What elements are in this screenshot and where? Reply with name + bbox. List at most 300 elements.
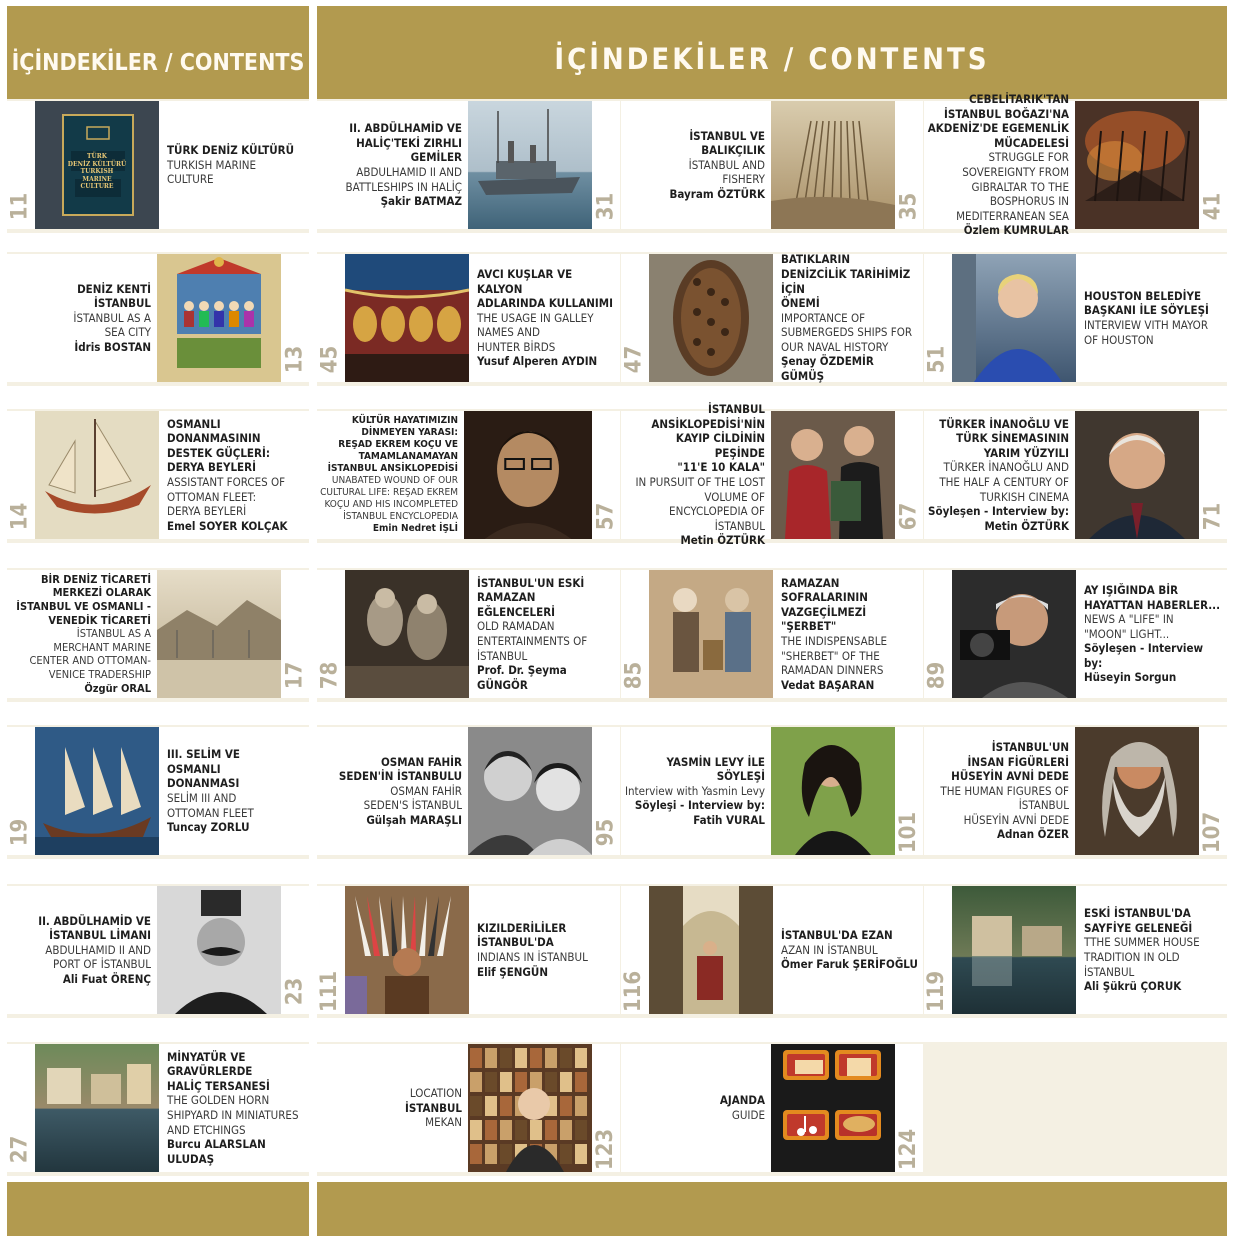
article-title-tr: BAŞKANI İLE SÖYLEŞİ [1084, 303, 1209, 318]
article-title-en: RAMADAN DINNERS [781, 663, 884, 678]
article-title-en: TTHE SUMMER HOUSE [1084, 935, 1200, 950]
article-title-tr: "ŞERBET" [781, 619, 837, 634]
page-number [319, 655, 341, 695]
article-title-en: SEA CITY [104, 325, 151, 340]
page-number-text: 27 [7, 1135, 33, 1163]
article-thumbnail-image[interactable] [952, 254, 1076, 382]
article-title-tr: GEMİLER [410, 150, 462, 165]
book-cover-line: DENİZ KÜLTÜRÜ [67, 160, 127, 168]
article-title-en: MERCHANT MARINE [53, 640, 151, 654]
contents-entry[interactable] [317, 254, 620, 382]
page-number-text: 17 [282, 661, 308, 689]
article-author: Yusuf Alperen AYDIN [477, 354, 598, 369]
article-title-tr: İSTANBUL LİMANI [49, 928, 151, 943]
article-title-en: CULTURE [167, 172, 214, 187]
contents-entry[interactable] [621, 101, 923, 229]
contents-entry[interactable] [621, 402, 923, 548]
article-thumbnail-image[interactable] [952, 886, 1076, 1014]
page-number-text: 41 [1200, 192, 1226, 220]
article-text[interactable] [781, 574, 919, 694]
page-number-text: 14 [7, 502, 33, 530]
article-title-en: CULTURAL LIFE: REŞAD EKREM [320, 487, 458, 498]
article-title-en: İSTANBUL [1018, 798, 1069, 813]
article-thumbnail-image[interactable] [345, 254, 469, 382]
article-title-tr: ADLARINDA KULLANIMI [477, 296, 613, 311]
article-title-tr: YARIM YÜZYILI [983, 445, 1069, 460]
article-title-tr: RAMAZAN [477, 590, 536, 605]
page-number [595, 186, 617, 226]
article-title-en: HÜSEYİN AVNİ DEDE [963, 812, 1069, 827]
article-title-tr: DENİZCİLİK TARİHİMİZ İÇİN [781, 266, 911, 296]
article-thumbnail-image[interactable] [771, 1044, 895, 1172]
page-number [595, 496, 617, 536]
article-title-en: KOÇU AND HIS INCOMPLETED [324, 499, 458, 510]
article-thumbnail-image[interactable] [35, 101, 159, 229]
article-title-tr: İSTANBUL'DA EZAN [781, 928, 893, 943]
article-title-tr: BİR DENİZ TİCARETİ [40, 572, 151, 586]
article-title-en: İSTANBUL [1084, 964, 1135, 979]
article-title-tr: İSTANBUL'UN [991, 739, 1069, 754]
page-number [898, 496, 920, 536]
page-number-text: 89 [924, 661, 950, 689]
article-title-tr: YASMİN LEVY İLE [666, 754, 765, 769]
page-number [1202, 812, 1224, 852]
article-title-tr: İSTANBUL [93, 296, 151, 311]
article-title-tr: MERKEZİ OLARAK [52, 586, 151, 600]
article-author: Emel SOYER KOLÇAK [167, 518, 288, 533]
article-thumbnail-image[interactable] [157, 570, 281, 698]
article-thumbnail-image[interactable] [649, 886, 773, 1014]
article-text[interactable] [477, 258, 616, 378]
article-title-tr: II. ABDÜLHAMİD VE [349, 121, 462, 136]
page-number-text: 51 [924, 345, 950, 373]
page-number-text: 85 [621, 661, 647, 689]
article-author: Gülşah MARAŞLI [366, 812, 462, 827]
article-title-tr: SOFRALARININ [781, 590, 868, 605]
article-title-en: THE HUMAN FIGURES OF [940, 783, 1069, 798]
page-number [284, 655, 306, 695]
article-title-tr: HALİÇ'TEKİ ZIRHLI [356, 135, 462, 150]
article-text[interactable] [477, 890, 616, 1010]
article-title-en: PORT OF İSTANBUL [52, 957, 151, 972]
contents-entry[interactable] [924, 254, 1227, 382]
article-title-tr: "11'E 10 KALA" [677, 460, 765, 475]
article-title-en: OUR NAVAL HISTORY [781, 339, 889, 354]
page-number-text: 95 [593, 818, 619, 846]
page-number-text: 13 [282, 345, 308, 373]
contents-entry[interactable] [621, 727, 923, 855]
article-title-tr: KÜLTÜR HAYATIMIZIN [351, 415, 458, 426]
article-text[interactable] [319, 105, 462, 225]
article-thumbnail-image[interactable] [649, 570, 773, 698]
article-title-en: OF HOUSTON [1084, 332, 1154, 347]
article-title-tr: İNSAN FİGÜRLERİ [967, 754, 1069, 769]
page-number-text: 124 [896, 1128, 922, 1170]
article-thumbnail-image[interactable] [468, 727, 592, 855]
page-number [926, 971, 948, 1011]
article-title-en: İSTANBUL AND [688, 157, 765, 172]
article-author: Hüseyin Sorgun [1084, 670, 1177, 685]
contents-entry[interactable] [924, 411, 1227, 539]
article-title-en: İSTANBUL AS A [76, 627, 151, 641]
article-title-tr: II. ABDÜLHAMİD VE [38, 913, 151, 928]
article-title-en: İSTANBUL AS A [73, 310, 151, 325]
article-title-en: ABDULHAMID II AND [356, 165, 462, 179]
article-thumbnail-image[interactable] [1075, 101, 1199, 229]
contents-heading-left: İÇİNDEKİLER / CONTENTS [11, 50, 305, 76]
article-text[interactable] [1084, 258, 1223, 378]
article-thumbnail-image[interactable] [345, 886, 469, 1014]
article-text[interactable] [167, 415, 305, 535]
article-title-tr: İSTANBUL VE OSMANLI - [16, 600, 151, 614]
article-title-en: NAMES AND [477, 325, 540, 340]
article-text[interactable] [319, 1048, 462, 1168]
article-title-tr: VAZGEÇİLMEZİ [781, 604, 867, 619]
page-number [9, 496, 31, 536]
article-title-en: Interview with Yasmin Levy [624, 783, 765, 798]
page-number-text: 71 [1200, 502, 1226, 530]
article-title-en: THE HALF A CENTURY OF [939, 475, 1069, 489]
article-author: Metin ÖZTÜRK [680, 533, 765, 548]
article-title-en: FISHERY [722, 172, 765, 187]
contents-entry[interactable] [317, 570, 620, 698]
page-number [898, 186, 920, 226]
article-title-en: NEWS A "LIFE" IN [1084, 612, 1174, 627]
page-number [9, 1129, 31, 1169]
article-text[interactable] [623, 731, 765, 851]
article-text[interactable] [926, 415, 1069, 535]
article-title-tr: RAMAZAN [781, 575, 840, 590]
page-number-text: 101 [896, 811, 922, 853]
page-number-text: 78 [317, 661, 343, 689]
page-number [284, 339, 306, 379]
article-title-en: OTTOMAN FLEET: [167, 489, 257, 504]
article-author: İdris BOSTAN [74, 339, 151, 354]
article-title-tr: EĞLENCELERİ [477, 604, 556, 619]
article-thumbnail-image[interactable] [464, 411, 592, 539]
article-title-tr: İSTANBUL [707, 402, 765, 417]
article-title-tr: İSTANBUL ANSİKLOPEDİSİ [327, 463, 458, 474]
article-thumbnail-image[interactable] [1075, 411, 1199, 539]
article-title-tr: CEBELİTARIK'TAN [968, 92, 1069, 107]
page-number [926, 655, 948, 695]
article-text[interactable] [623, 402, 765, 548]
article-title-tr: ESKİ İSTANBUL'DA [1084, 906, 1191, 921]
article-title-tr: HOUSTON BELEDİYE [1084, 288, 1202, 303]
article-title-tr: VENEDİK TİCARETİ [48, 613, 151, 627]
article-thumbnail-image[interactable] [771, 411, 895, 539]
article-title-en: AZAN IN İSTANBUL [781, 942, 878, 957]
page-number-text: 119 [924, 970, 950, 1012]
article-thumbnail-image[interactable] [952, 570, 1076, 698]
article-title-en: INTERVIEW VITH MAYOR [1084, 318, 1209, 332]
article-title-tr: DESTEK GÜÇLERİ: [167, 445, 270, 460]
article-title-en: ENTERTAINMENTS OF [477, 634, 588, 648]
article-text[interactable] [926, 92, 1069, 238]
article-title-tr: SAYFİYE GELENEĞİ [1084, 920, 1193, 935]
article-author: Şenay ÖZDEMİR GÜMÜŞ [781, 354, 874, 384]
article-text[interactable] [623, 1048, 765, 1168]
article-author: Söyleşi - Interview by: [634, 798, 765, 813]
article-thumbnail-image[interactable] [35, 727, 159, 855]
article-author: Bayram ÖZTÜRK [669, 186, 765, 201]
page-number-text: 67 [896, 502, 922, 530]
contents-entry[interactable] [7, 1044, 309, 1172]
article-title-tr: OSMAN FAHİR [380, 754, 462, 769]
article-title-tr: ANSİKLOPEDİSİ'NİN [651, 416, 765, 431]
article-text[interactable] [477, 574, 616, 694]
page-number [623, 655, 645, 695]
article-title-tr: KAYIP CİLDİNİN PEŞİNDE [675, 431, 765, 460]
article-author: Özlem KUMRULAR [963, 223, 1069, 238]
article-title-tr: SÖYLEŞİ [716, 769, 765, 784]
contents-entry[interactable] [317, 1044, 620, 1172]
article-thumbnail-image[interactable] [345, 570, 469, 698]
page-number [9, 812, 31, 852]
article-author: Ömer Faruk ŞERİFOĞLU [781, 957, 918, 972]
article-title-en: TRADITION IN OLD [1084, 950, 1180, 964]
article-title-tr: REŞAD EKREM KOÇU VE [338, 439, 458, 450]
article-title-en: İSTANBUL [477, 648, 528, 663]
article-thumbnail-image[interactable] [1075, 727, 1199, 855]
article-title-en: BOSPHORUS IN [989, 194, 1069, 209]
contents-entry[interactable] [924, 727, 1227, 855]
page-number [1202, 496, 1224, 536]
article-title-en: VOLUME OF [704, 489, 765, 504]
page-number [926, 339, 948, 379]
article-thumbnail-image[interactable] [468, 101, 592, 229]
page-number-text: 31 [593, 192, 619, 220]
article-title-en: CENTER AND OTTOMAN- [29, 654, 151, 668]
contents-entry[interactable] [7, 254, 309, 382]
article-title-tr: DONANMASI [167, 776, 240, 791]
article-title-tr: İSTANBUL BOĞAZI'NA [944, 106, 1069, 121]
article-title-en: TURKISH CINEMA [979, 489, 1069, 504]
article-thumbnail-image[interactable] [649, 254, 773, 382]
article-title-en: SUBMERGEDS SHIPS FOR [781, 325, 913, 340]
page-number [9, 186, 31, 226]
article-title-en: GUIDE [731, 1108, 765, 1122]
article-title-tr: İSTANBUL VE [689, 128, 765, 143]
article-title-en: ASSISTANT FORCES OF [167, 475, 286, 489]
article-title-tr: AVCI KUŞLAR VE KALYON [477, 266, 573, 296]
article-title-tr: HAYATTAN HABERLER... [1084, 597, 1221, 612]
article-text[interactable] [319, 415, 458, 535]
article-title-en: INDIANS IN İSTANBUL [477, 950, 588, 964]
article-thumbnail-image[interactable] [35, 1044, 159, 1172]
article-title-en: DERYA BEYLERİ [167, 504, 247, 519]
book-cover-line: TURKISH [80, 168, 114, 175]
article-title-en: İSTANBUL ENCYCLOPEDIA [343, 511, 458, 522]
article-title-tr: BATIKLARIN [781, 252, 850, 267]
article-title-en: SOVEREIGNTY FROM [962, 165, 1069, 179]
article-title-en: UNABATED WOUND OF OUR [331, 475, 458, 486]
contents-entry[interactable] [621, 254, 923, 382]
contents-entry[interactable] [924, 570, 1227, 698]
article-title-tr: OSMANLI [167, 416, 221, 431]
article-title-en: BATTLESHIPS IN HALİÇ [345, 179, 462, 194]
page-number [898, 812, 920, 852]
article-title-tr: SEDEN'İN İSTANBULU [338, 769, 462, 784]
page-number [284, 971, 306, 1011]
article-title-tr: İSTANBUL'DA [477, 935, 554, 950]
article-title-en: TURKISH MARINE [167, 157, 257, 172]
article-title-en: ABDULHAMID II AND [45, 942, 151, 957]
contents-entry[interactable] [621, 570, 923, 698]
article-text[interactable] [9, 574, 151, 694]
article-title-tr: AY IŞIĞINDA BİR [1084, 582, 1179, 597]
article-author: Söyleşen - Interview by: [928, 504, 1069, 519]
article-title-tr: TAMAMLANAMAYAN [358, 451, 458, 462]
article-text[interactable] [1084, 890, 1223, 1010]
article-title-tr: TÜRK SİNEMASININ [956, 431, 1069, 446]
article-title-en: SHIPYARD IN MINIATURES [167, 1108, 299, 1122]
page-number-text: 11 [7, 192, 33, 220]
article-thumbnail-image[interactable] [157, 886, 281, 1014]
article-title-tr: KIZILDERİLİLER [477, 920, 567, 935]
page-number-text: 107 [1200, 811, 1226, 853]
article-text[interactable] [926, 731, 1069, 851]
article-thumbnail-image[interactable] [35, 411, 159, 539]
article-title-tr: OSMANLI [167, 761, 221, 776]
page-number-text: 111 [317, 970, 343, 1012]
book-cover-line: MARINE CULTURE [80, 175, 114, 190]
article-text[interactable] [9, 890, 151, 1010]
article-author: Fatih VURAL [693, 812, 765, 827]
article-title-en: OLD RAMADAN [477, 619, 555, 634]
article-title-tr: ÖNEMİ [781, 296, 820, 311]
article-thumbnail-image[interactable] [157, 254, 281, 382]
article-author: Ali Şükrü ÇORUK [1084, 979, 1182, 994]
article-thumbnail-image[interactable] [468, 1044, 592, 1172]
page-number [623, 971, 645, 1011]
contents-entry[interactable] [7, 101, 309, 229]
article-title-tr: HALİÇ TERSANESİ [167, 1078, 270, 1093]
article-title-en: "MOON" LIGHT... [1084, 626, 1170, 641]
contents-entry[interactable] [317, 101, 620, 229]
article-thumbnail-image[interactable] [771, 727, 895, 855]
contents-entry[interactable] [7, 727, 309, 855]
contents-entry[interactable] [7, 886, 309, 1014]
article-author: Burcu ALARSLAN ULUDAŞ [167, 1137, 266, 1166]
article-title-tr: İSTANBUL [404, 1100, 462, 1115]
contents-entry[interactable] [621, 1044, 923, 1172]
article-author: Adnan ÖZER [996, 827, 1069, 842]
article-thumbnail-image[interactable] [771, 101, 895, 229]
article-title-en: STRUGGLE FOR [988, 150, 1069, 165]
article-title-en: AND ETCHINGS [167, 1122, 246, 1137]
page-number-text: 116 [621, 970, 647, 1012]
article-title-en: OSMAN FAHİR [390, 783, 462, 798]
article-author: Söyleşen - Interview by: [1084, 641, 1204, 670]
article-title-en: GIBRALTAR TO THE [971, 179, 1069, 194]
article-author: Şakir BATMAZ [380, 194, 462, 209]
article-author: Ali Fuat ÖRENÇ [62, 971, 151, 986]
page-number [595, 1129, 617, 1169]
contents-entry[interactable] [317, 886, 620, 1014]
article-text[interactable] [9, 258, 151, 378]
contents-heading-right: İÇİNDEKİLER / CONTENTS [554, 42, 990, 76]
article-text[interactable] [167, 105, 305, 225]
article-title-en: THE INDISPENSABLE [781, 634, 888, 648]
page-number-text: 123 [593, 1128, 619, 1170]
page-number [319, 971, 341, 1011]
article-title-en: OTTOMAN FLEET [167, 805, 254, 820]
article-text[interactable] [1084, 574, 1223, 694]
page-number-text: 23 [282, 977, 308, 1005]
article-text[interactable] [167, 731, 305, 851]
article-title-tr: AJANDA [719, 1093, 765, 1108]
article-title-en: LOCATION [409, 1086, 462, 1101]
article-author: Özgür ORAL [84, 681, 151, 695]
article-title-tr: DİNMEYEN YARASI: [361, 427, 458, 438]
article-title-en: MEDITERRANEAN SEA [956, 208, 1069, 223]
article-title-en: İSTANBUL [714, 518, 765, 533]
article-author: Tuncay ZORLU [167, 820, 250, 835]
contents-entry[interactable] [317, 411, 620, 539]
page-number-text: 47 [621, 345, 647, 373]
article-title-en: "SHERBET" OF THE [781, 648, 880, 663]
page-number-text: 57 [593, 502, 619, 530]
page-number-text: 19 [7, 818, 33, 846]
contents-entry[interactable] [924, 92, 1227, 238]
article-title-tr: TÜRKER İNANOĞLU VE [939, 416, 1069, 431]
article-title-en: TÜRKER İNANOĞLU AND [943, 460, 1069, 475]
article-title-tr: DERYA BEYLERİ [167, 460, 256, 475]
article-text[interactable] [781, 252, 919, 384]
article-title-tr: MÜCADELESİ [994, 135, 1069, 150]
contents-entry[interactable] [7, 411, 309, 539]
article-title-en: IN PURSUIT OF THE LOST [635, 475, 765, 489]
article-title-tr: III. SELİM VE [167, 747, 241, 762]
article-text[interactable] [623, 105, 765, 225]
article-title-tr: İSTANBUL'UN ESKİ [477, 575, 585, 590]
article-title-tr: BALIKÇILIK [701, 143, 765, 158]
page-number [595, 812, 617, 852]
page-number [623, 339, 645, 379]
page-number [1202, 186, 1224, 226]
contents-entry[interactable] [7, 570, 309, 698]
article-author: Elif ŞENGÜN [477, 964, 548, 979]
page-number [319, 339, 341, 379]
article-title-en: HUNTER BİRDS [477, 339, 556, 354]
page-number-text: 35 [896, 192, 922, 220]
article-text[interactable] [781, 890, 919, 1010]
contents-entry[interactable] [924, 886, 1227, 1014]
book-cover-line: TÜRK [87, 153, 107, 160]
article-author: Prof. Dr. Şeyma GÜNGÖR [477, 663, 567, 692]
article-title-tr: MİNYATÜR VE [167, 1049, 246, 1064]
book-cover-title [65, 153, 129, 191]
article-title-en: THE USAGE IN GALLEY [477, 310, 594, 325]
article-text[interactable] [319, 731, 462, 851]
article-title-tr: HÜSEYİN AVNİ DEDE [951, 769, 1069, 784]
article-author: Metin ÖZTÜRK [984, 518, 1069, 533]
article-title-tr: DENİZ KENTİ [77, 281, 151, 296]
contents-entry[interactable] [317, 727, 620, 855]
article-title-en: VENICE TRADERSHIP [48, 667, 151, 681]
article-title-en: SELİM III AND [167, 791, 237, 805]
article-title-tr: DONANMASININ [167, 431, 261, 446]
page-number-text: 45 [317, 345, 343, 373]
article-author: Vedat BAŞARAN [781, 677, 875, 692]
contents-entry[interactable] [621, 886, 923, 1014]
article-title-en: THE GOLDEN HORN [167, 1093, 270, 1108]
article-text[interactable] [167, 1048, 305, 1168]
article-author: Emin Nedret İŞLİ [372, 523, 458, 534]
article-title-tr: TÜRK DENİZ KÜLTÜRÜ [167, 143, 295, 158]
article-title-en: SEDEN'S İSTANBUL [363, 798, 462, 813]
